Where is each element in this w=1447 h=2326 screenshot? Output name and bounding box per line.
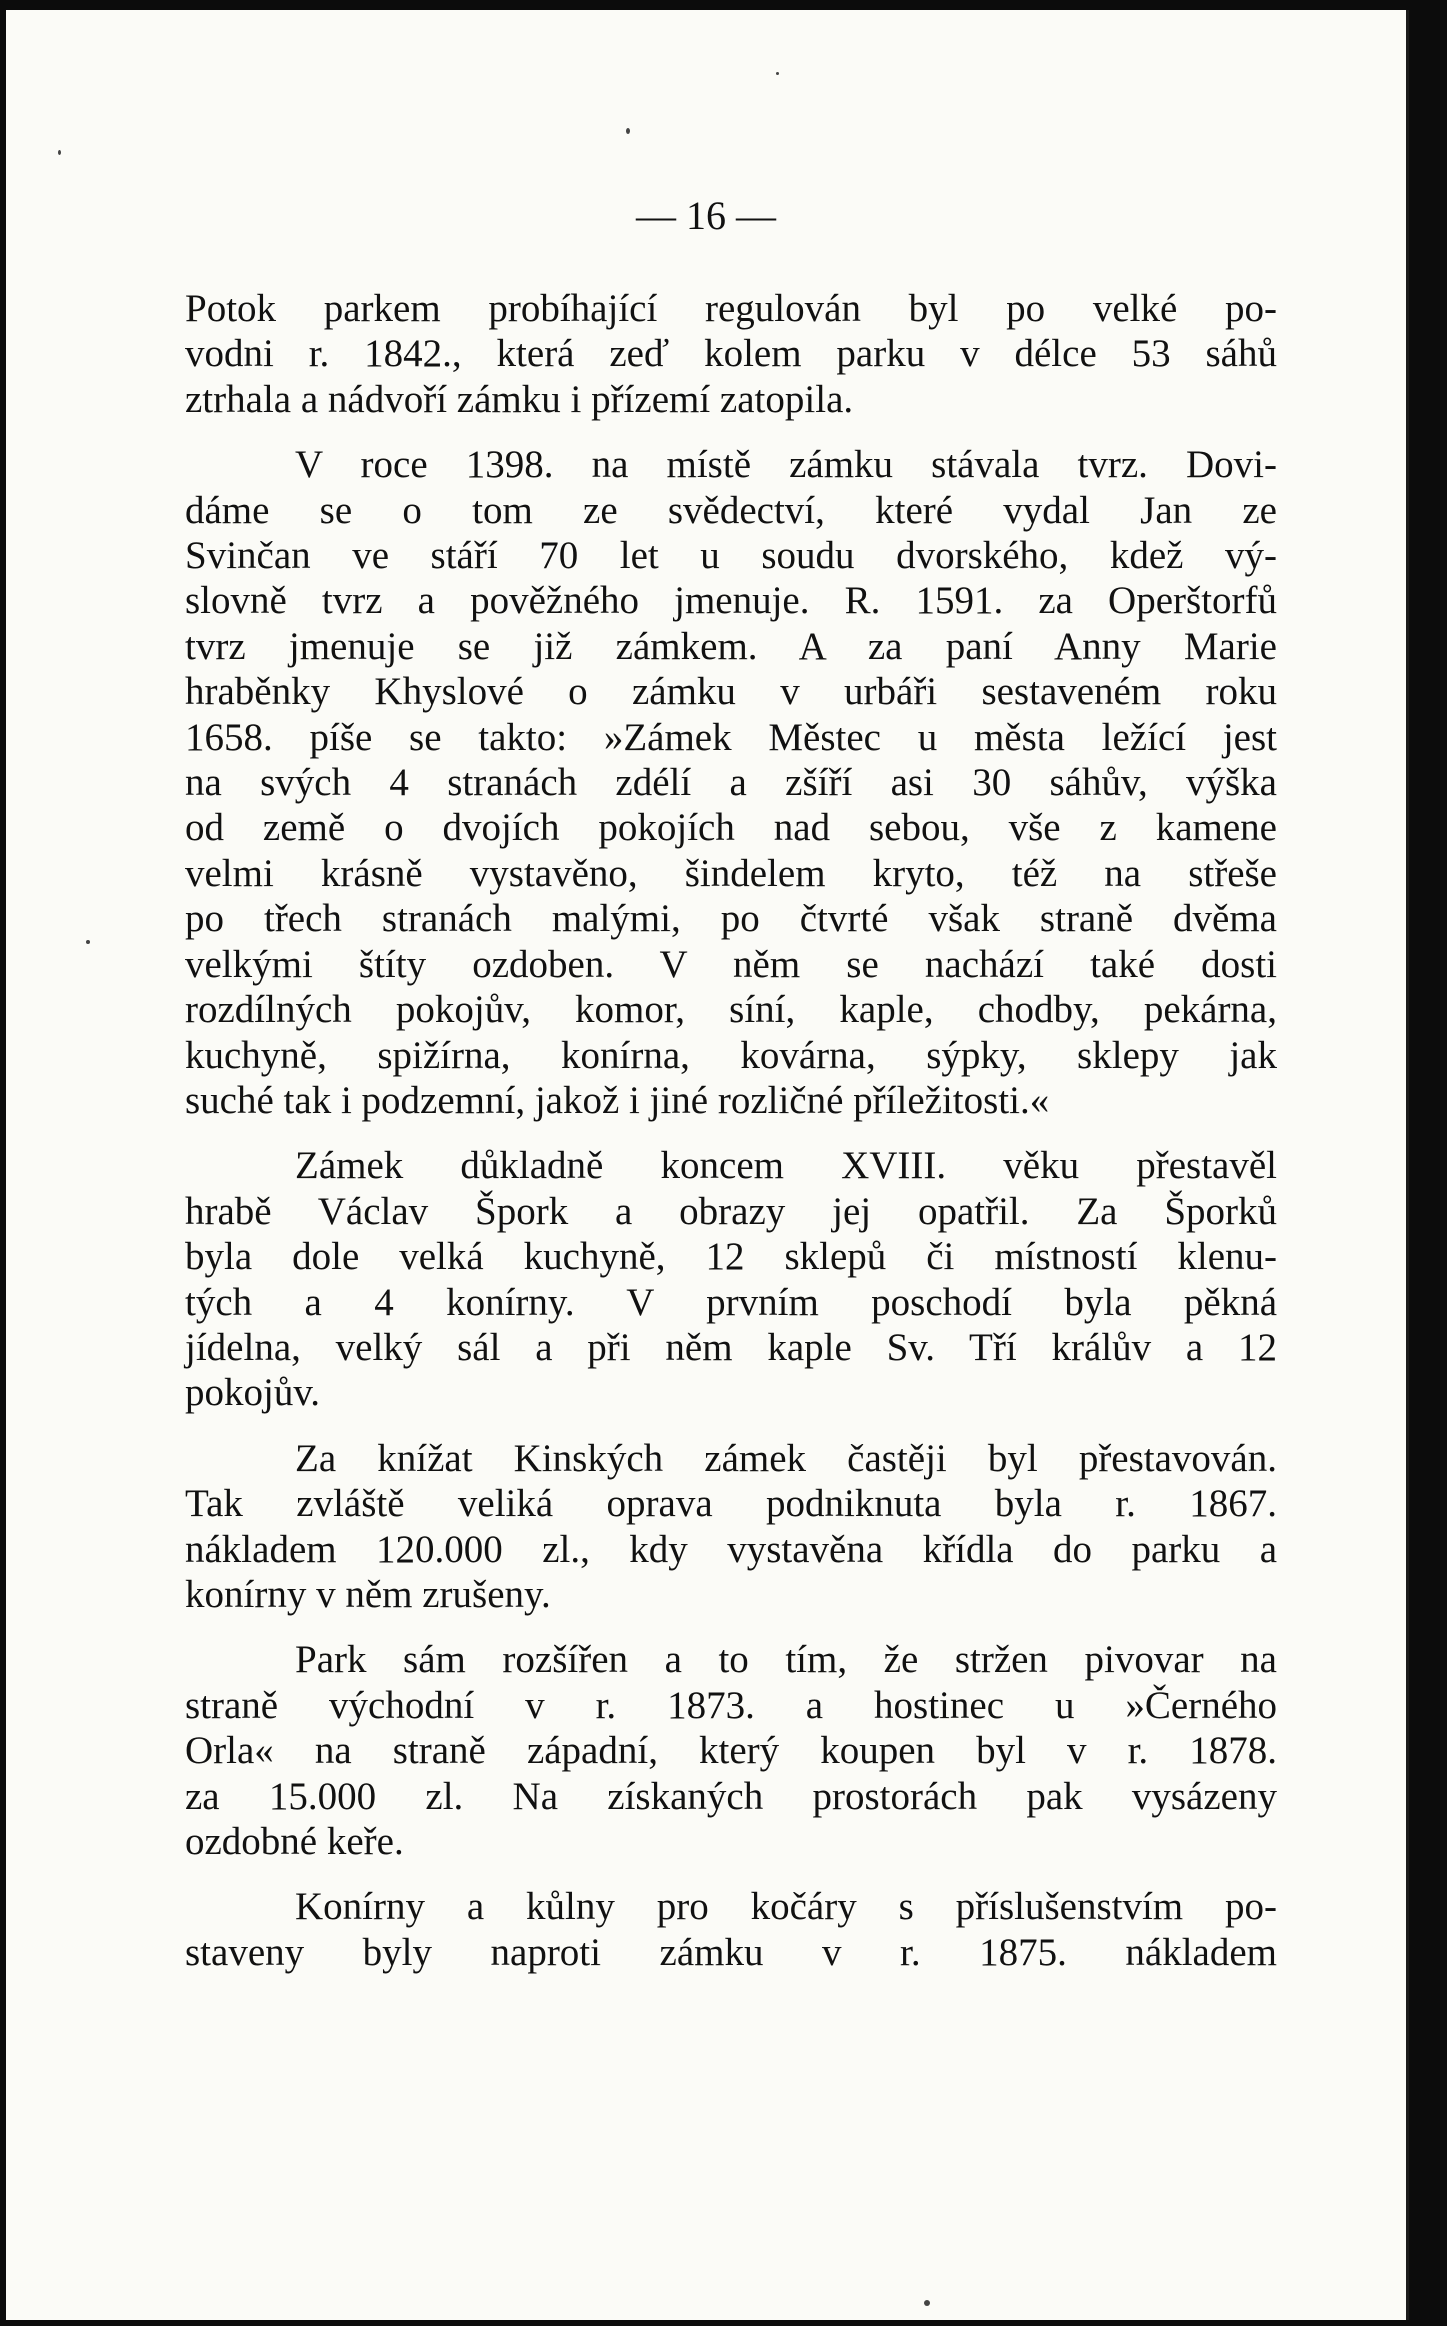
book-page: [6, 10, 1409, 2320]
text-line: konírny v něm zrušeny.: [185, 1572, 551, 1616]
text-line: byla dole velká kuchyně, 12 sklepů či místností klenu-: [185, 1235, 1277, 1279]
text-line: rozdílných pokojův, komor, síní, kaple, chodby, pekárna,: [185, 988, 1277, 1032]
text-line: straně východní v r. 1873. a hostinec u »Černého: [185, 1683, 1277, 1727]
text-line: Svinčan ve stáří 70 let u soudu dvorského, kdež vý-: [185, 534, 1277, 578]
text-line: po třech stranách malými, po čtvrté však straně dvěma: [185, 897, 1277, 941]
paragraph: [185, 286, 1277, 422]
text-line: staveny byly naproti zámku v r. 1875. nákladem: [185, 1930, 1277, 1974]
text-line: tých a 4 konírny. V prvním poschodí byla pěkná: [185, 1280, 1277, 1324]
scan-speck: [86, 940, 90, 944]
text-line: na svých 4 stranách zdélí a zšíří asi 30 sáhův, výška: [185, 761, 1277, 805]
body-text: [185, 286, 1277, 1995]
text-line: nákladem 120.000 zl., kdy vystavěna křídla do parku a: [185, 1527, 1277, 1571]
text-line: tvrz jmenuje se již zámkem. A za paní Anny Marie: [185, 624, 1277, 668]
text-line: ztrhala a nádvoří zámku i přízemí zatopila.: [185, 377, 854, 421]
text-line: Orla« na straně západní, který koupen byl v r. 1878.: [185, 1729, 1277, 1773]
text-line: od země o dvojích pokojích nad sebou, vše z kamene: [185, 806, 1277, 850]
paragraph: [185, 1637, 1277, 1864]
text-line: suché tak i podzemní, jakož i jiné rozličné příležitosti.«: [185, 1078, 1050, 1122]
scan-speck: [58, 150, 61, 155]
text-line: za 15.000 zl. Na získaných prostorách pak vysázeny: [185, 1774, 1277, 1818]
text-line: dáme se o tom ze svědectví, které vydal Jan ze: [185, 488, 1277, 532]
page-number: — 16 —: [636, 193, 776, 238]
text-line: velkými štíty ozdoben. V něm se nachází také dosti: [185, 942, 1277, 986]
scan-speck: [626, 128, 630, 134]
paragraph: [185, 1884, 1277, 1975]
text-line: hrabě Václav Špork a obrazy jej opatřil. Za Šporků: [185, 1189, 1277, 1233]
text-line: ozdobné keře.: [185, 1820, 404, 1863]
text-line: 1658. píše se takto: »Zámek Městec u města ležící jest: [185, 715, 1277, 759]
text-line: Konírny a kůlny pro kočáry s příslušenstvím po-: [295, 1885, 1277, 1929]
scan-speck: [924, 2300, 930, 2306]
text-line: pokojův.: [185, 1371, 321, 1415]
paragraph: [185, 1436, 1277, 1618]
scan-speck: [776, 72, 779, 75]
text-line: Potok parkem probíhající regulován byl po velké po-: [185, 287, 1277, 330]
text-line: hraběnky Khyslové o zámku v urbáři sestaveném roku: [185, 670, 1277, 714]
text-line: kuchyně, spižírna, konírna, kovárna, sýpky, sklepy jak: [185, 1033, 1277, 1077]
paragraph: [185, 442, 1277, 1123]
text-line: V roce 1398. na místě zámku stávala tvrz. Dovi-: [295, 443, 1277, 487]
text-line: Tak zvláště veliká oprava podniknuta byla r. 1867.: [185, 1482, 1277, 1526]
paragraph: [185, 1143, 1277, 1415]
text-line: velmi krásně vystavěno, šindelem kryto, též na střeše: [185, 851, 1277, 895]
text-line: Za knížat Kinských zámek častěji byl přestavován.: [295, 1436, 1277, 1480]
text-line: jídelna, velký sál a při něm kaple Sv. Tří králův a 12: [185, 1325, 1277, 1369]
text-line: vodni r. 1842., která zeď kolem parku v délce 53 sáhů: [185, 332, 1277, 376]
text-line: Park sám rozšířen a to tím, že stržen pivovar na: [295, 1638, 1277, 1682]
text-line: slovně tvrz a pověžného jmenuje. R. 1591. za Operštorfů: [185, 579, 1277, 623]
text-line: Zámek důkladně koncem XVIII. věku přestavěl: [295, 1144, 1277, 1188]
